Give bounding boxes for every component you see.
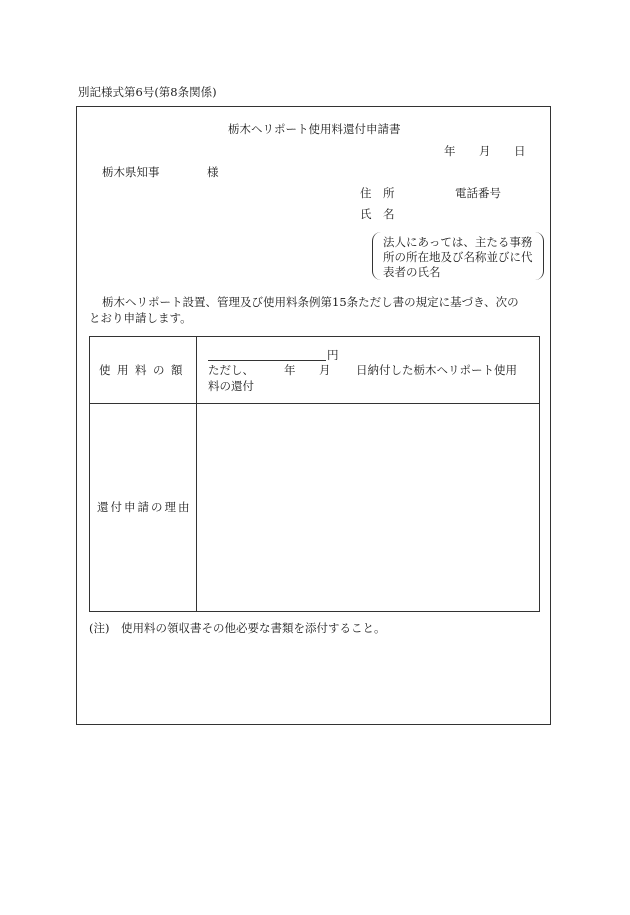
refund-reason-label: 還付申請の理由: [97, 500, 192, 514]
table-row-divider: [90, 403, 539, 404]
proviso-rest: 日納付した栃木ヘリポート使用: [356, 363, 517, 377]
corporate-note-line: 所の所在地及び名称並びに代: [383, 250, 533, 264]
proviso-line2: 料の還付: [208, 379, 254, 393]
body-text-line: とおり申請します。: [89, 311, 192, 325]
corporate-note-line: 法人にあっては、主たる事務: [383, 235, 533, 249]
proviso-year: 年: [284, 363, 296, 377]
corporate-note-bracket: [372, 232, 544, 280]
date-day: 日: [514, 144, 526, 158]
date-year: 年: [444, 144, 456, 158]
fee-amount-label: 使用料の額: [99, 363, 189, 377]
attachment-note: (注) 使用料の領収書その他必要な書類を添付すること。: [89, 621, 386, 635]
proviso-prefix: ただし、: [208, 363, 254, 377]
corporate-note-line: 表者の氏名: [383, 265, 441, 279]
addressee-honorific: 様: [207, 165, 219, 179]
date-month: 月: [479, 144, 491, 158]
fee-amount-field[interactable]: [208, 360, 326, 361]
refund-reason-field[interactable]: [198, 405, 536, 609]
addressee-name: 栃木県知事: [102, 165, 160, 179]
table-column-divider: [196, 337, 197, 611]
address-label: 住 所: [360, 186, 395, 200]
form-label: 別記様式第6号(第8条関係): [78, 85, 217, 99]
proviso-month: 月: [319, 363, 331, 377]
yen-unit: 円: [327, 348, 339, 362]
body-text-line: 栃木ヘリポート設置、管理及び使用料条例第15条ただし書の規定に基づき、次の: [102, 295, 519, 309]
application-table: [89, 336, 540, 612]
phone-label: 電話番号: [455, 186, 501, 200]
form-title: 栃木ヘリポート使用料還付申請書: [228, 122, 401, 136]
name-label: 氏 名: [360, 207, 395, 221]
